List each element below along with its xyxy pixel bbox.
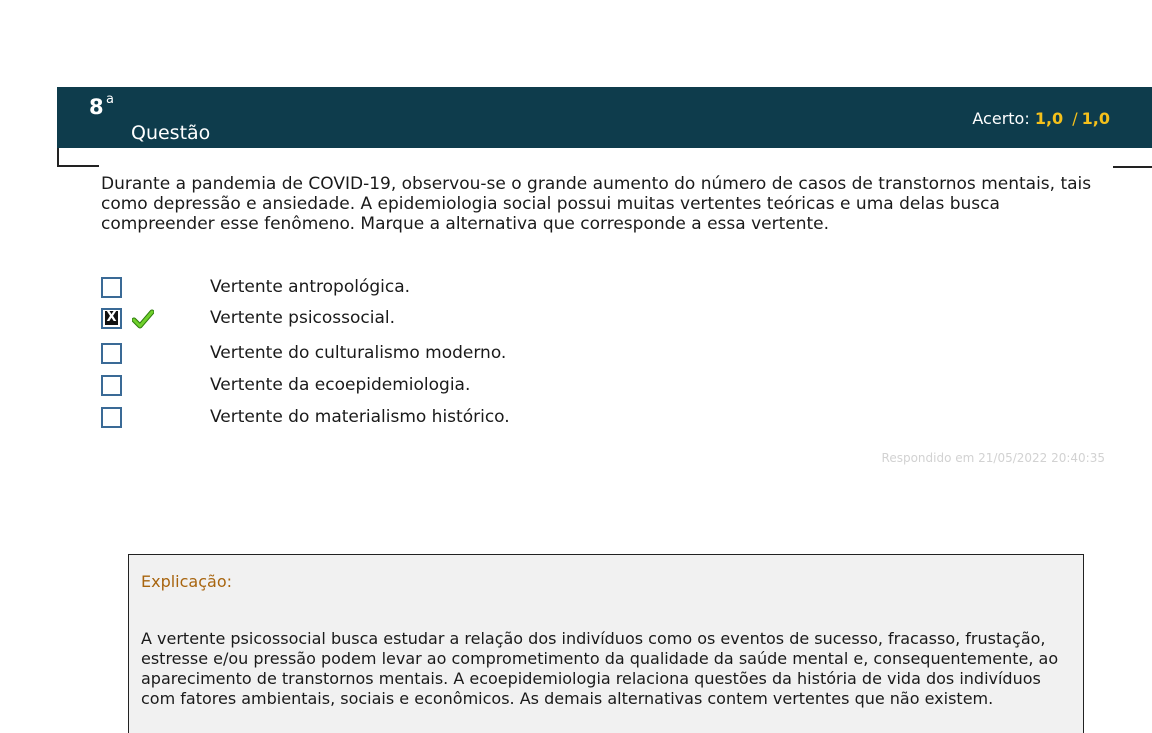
- answered-timestamp: Respondido em 21/05/2022 20:40:35: [881, 451, 1105, 465]
- option-checkbox[interactable]: [101, 375, 122, 396]
- option-checkbox[interactable]: [101, 407, 122, 428]
- option-label: Vertente psicossocial.: [210, 308, 396, 328]
- question-number-superscript: a: [106, 92, 114, 107]
- question-text: Durante a pandemia de COVID-19, observou-se o grande aumento do número de casos de transtornos mentais, tais como depressão e ansiedade. A epidemiologia social possui muitas vertentes teóricas e uma delas busca compreender esse fenômeno. Marque a alternativa que corresponde a essa vertente.: [101, 174, 1092, 234]
- option-label: Vertente da ecoepidemiologia.: [210, 375, 471, 395]
- score-total: 1,0: [1081, 109, 1110, 128]
- option-5[interactable]: [101, 407, 801, 431]
- question-number: 8: [89, 95, 104, 119]
- score-separator: /: [1072, 109, 1078, 128]
- option-4[interactable]: [101, 375, 801, 399]
- frame-line-left-vertical: [57, 148, 59, 166]
- explanation-text: A vertente psicossocial busca estudar a relação dos indivíduos como os eventos de sucesso, fracasso, frustação, estresse e/ou pressão podem levar ao comprometimento da qualidade da saúde mental e, consequentemente, ao aparecimento de transtornos mentais. A ecoepidemiologia relaciona questões da história de vida dos indivíduos com fatores ambientais, sociais e econômicos. As demais alternativas contem vertentes que não existem.: [141, 629, 1059, 708]
- option-3[interactable]: [101, 343, 801, 367]
- x-mark-icon: X: [106, 310, 117, 325]
- option-2[interactable]: [101, 308, 801, 332]
- option-checkbox[interactable]: [101, 343, 122, 364]
- explanation-box: [128, 554, 1084, 733]
- explanation-title: Explicação:: [141, 572, 233, 591]
- score-label: Acerto:: [972, 109, 1030, 128]
- option-checkbox[interactable]: [101, 277, 122, 298]
- option-label: Vertente antropológica.: [210, 277, 411, 297]
- frame-line-right: [1113, 166, 1152, 168]
- question-header: [57, 87, 1152, 148]
- question-label: Questão: [131, 122, 211, 144]
- score: [972, 109, 1110, 128]
- option-1[interactable]: [101, 277, 801, 301]
- option-label: Vertente do materialismo histórico.: [210, 407, 510, 427]
- option-label: Vertente do culturalismo moderno.: [210, 343, 507, 363]
- correct-checkmark-icon: [132, 309, 154, 329]
- option-checkbox-checked[interactable]: [101, 308, 122, 329]
- score-obtained: 1,0: [1034, 109, 1064, 128]
- frame-line-left-horizontal: [57, 165, 99, 167]
